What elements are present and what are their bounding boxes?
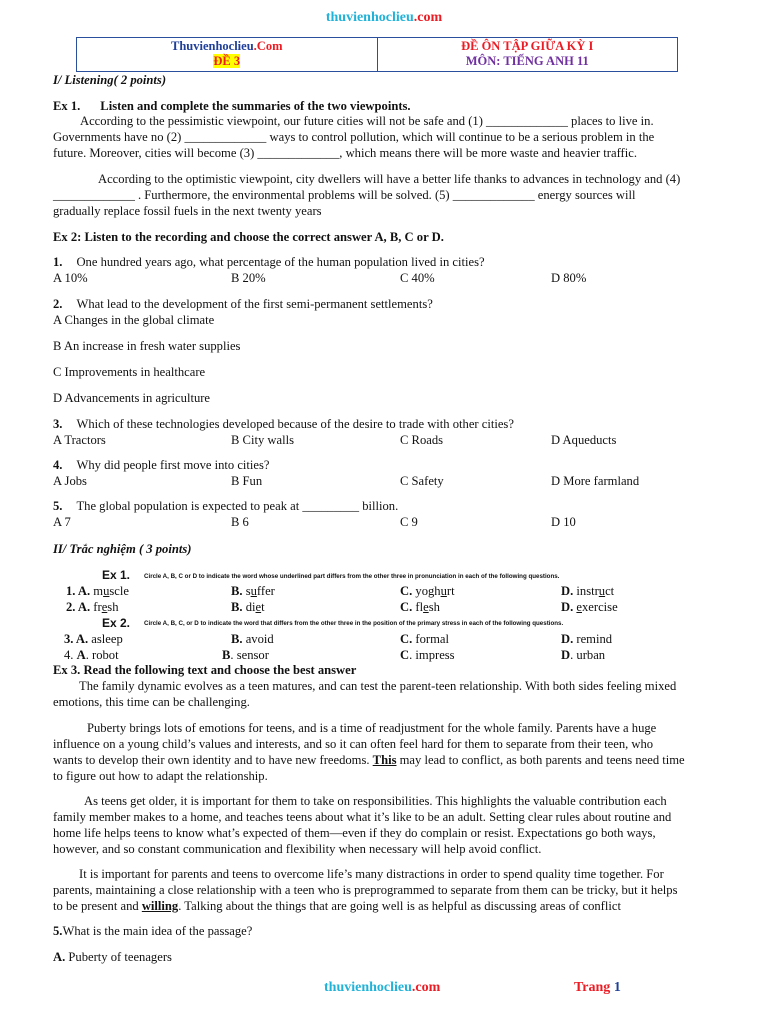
exam-number-badge: ĐỀ 3 bbox=[213, 54, 241, 68]
mc-ex1-instruction: Circle A, B, C or D to indicate the word whose underlined part differs from the other three in pronunciation in each of the following questions. bbox=[144, 573, 560, 580]
q5-number: 5. bbox=[53, 499, 63, 513]
q1-option-d[interactable]: D 80% bbox=[551, 271, 587, 285]
mc-q3-option-d[interactable]: D. remind bbox=[561, 632, 613, 646]
header-table bbox=[76, 37, 678, 72]
ex1-para1-line2: Governments have no (2) _____________ ways to control pollution, which will continue to be a serious problem in the bbox=[53, 130, 655, 144]
mc-q4-option-d[interactable]: D. urban bbox=[561, 648, 606, 662]
site-tld: .com bbox=[413, 10, 443, 25]
ex1-para2-line3: gradually replace fossil fuels in the next twenty years bbox=[53, 204, 322, 218]
listening-q2 bbox=[53, 296, 714, 312]
q1-text: One hundred years ago, what percentage of the human population lived in cities? bbox=[76, 255, 485, 269]
q4-option-a[interactable]: A Jobs bbox=[53, 474, 87, 488]
q1-number: 1. bbox=[53, 255, 63, 269]
mc-ex2-label: Ex 2. bbox=[102, 616, 131, 630]
q3-number: 3. bbox=[53, 417, 63, 431]
reading-p2-line1: Puberty brings lots of emotions for teens, and is a time of readjustment for the whole family. Parents have a huge bbox=[87, 721, 657, 735]
ex1-para2-line2: _____________ . Furthermore, the environmental problems will be solved. (5) _____________ energy sources will bbox=[53, 188, 636, 202]
mc-q4-option-a[interactable]: 4. A. robot bbox=[64, 648, 119, 662]
reading-p4-line2: parents, maintaining a close relationship with a teen who is preprogrammed to separate from them can be tricky, but it helps bbox=[53, 883, 678, 897]
q2-text: What lead to the development of the first semi-permanent settlements? bbox=[76, 297, 433, 311]
reading-p4-line3: to be present and willing. Talking about the things that are going well is as helpful as discussing areas of conflict bbox=[53, 899, 621, 913]
section-multiple-choice-heading: II/ Trắc nghiệm ( 3 points) bbox=[53, 542, 192, 556]
mc-q1-option-b[interactable]: B. suffer bbox=[231, 584, 275, 598]
q2-option-b[interactable]: B An increase in fresh water supplies bbox=[53, 339, 241, 353]
reading-p2-line2: influence on a young child’s values and interests, and so it can often feel hard for them to separate from their teen, who bbox=[53, 737, 654, 751]
mc-q3-option-c[interactable]: C. formal bbox=[400, 632, 449, 646]
mc-ex2-instruction: Circle A, B, C, or D to indicate the word that differs from the other three in the position of the primary stress in each of the following questions. bbox=[144, 620, 564, 627]
q5-text: The global population is expected to peak at _________ billion. bbox=[76, 499, 399, 513]
ex1-para1-line1: According to the pessimistic viewpoint, our future cities will not be safe and (1) _____________ places to live in. bbox=[80, 114, 654, 128]
mc-q3-option-a[interactable]: 3. A. asleep bbox=[64, 632, 123, 646]
reading-q5: 5.What is the main idea of the passage? bbox=[53, 924, 253, 938]
mc-q3-option-b[interactable]: B. avoid bbox=[231, 632, 274, 646]
listening-q3 bbox=[53, 416, 714, 432]
mc-q4-option-b[interactable]: B. sensor bbox=[222, 648, 269, 662]
reading-p3-line3: home life helps teens to know what’s expected of them—even if they do complain or resist. Expectations go both ways, bbox=[53, 826, 656, 840]
reading-p2-line4: to figure out how to adapt the relationship. bbox=[53, 769, 268, 783]
ex1-number: Ex 1. bbox=[53, 99, 81, 113]
listening-q5 bbox=[53, 498, 714, 514]
q4-option-d[interactable]: D More farmland bbox=[551, 474, 640, 488]
listening-ex2-heading: Ex 2: Listen to the recording and choose the correct answer A, B, C or D. bbox=[53, 230, 444, 244]
reading-p2-line3: wants to develop their own identity and to have new freedoms. This may lead to conflict, as both parents and teens need time bbox=[53, 753, 685, 767]
q3-option-d[interactable]: D Aqueducts bbox=[551, 433, 617, 447]
listening-q1 bbox=[53, 254, 714, 270]
ex1-title: Listen and complete the summaries of the two viewpoints. bbox=[100, 99, 411, 113]
ex1-para2-line1: According to the optimistic viewpoint, city dwellers will have a better life thanks to advances in technology and (4) bbox=[98, 172, 681, 186]
mc-q4-option-c[interactable]: C. impress bbox=[400, 648, 455, 662]
q5-option-d[interactable]: D 10 bbox=[551, 515, 576, 529]
listening-ex1-heading bbox=[53, 98, 714, 114]
footer-page-number: Trang 1 bbox=[574, 980, 621, 995]
reading-heading: Ex 3. Read the following text and choose the best answer bbox=[53, 663, 357, 677]
site-title bbox=[0, 10, 768, 26]
reading-p1-line1: The family dynamic evolves as a teen matures, and can test the parent-teen relationship. With both sides feeling mixed bbox=[79, 679, 677, 693]
header-brand-tld: .Com bbox=[253, 39, 283, 53]
q5-option-a[interactable]: A 7 bbox=[53, 515, 71, 529]
mc-ex1-label: Ex 1. bbox=[102, 568, 131, 582]
q5-option-b[interactable]: B 6 bbox=[231, 515, 249, 529]
mc-q2-option-d[interactable]: D. exercise bbox=[561, 600, 618, 614]
q4-number: 4. bbox=[53, 458, 63, 472]
mc-q1-option-c[interactable]: C. yoghurt bbox=[400, 584, 455, 598]
q1-option-b[interactable]: B 20% bbox=[231, 271, 266, 285]
exam-subject: MÔN: TIẾNG ANH 11 bbox=[465, 54, 589, 68]
reading-p3-line1: As teens get older, it is important for them to take on responsibilities. This highlights the valuable contribution each bbox=[84, 794, 667, 808]
q4-text: Why did people first move into cities? bbox=[76, 458, 270, 472]
reading-p1-line2: emotions, this time can be challenging. bbox=[53, 695, 250, 709]
q3-option-c[interactable]: C Roads bbox=[400, 433, 444, 447]
q4-option-c[interactable]: C Safety bbox=[400, 474, 444, 488]
reading-p3-line4: however, and so constant communication and flexibility when necessary will help avoid conflict. bbox=[53, 842, 542, 856]
site-brand: thuvienhoclieu bbox=[325, 10, 414, 25]
q2-number: 2. bbox=[53, 297, 63, 311]
mc-q2-option-b[interactable]: B. diet bbox=[231, 600, 265, 614]
header-right-cell bbox=[378, 38, 678, 71]
ex1-para1-line3: future. Moreover, cities will become (3) _____________, which means there will be more waste and heavier traffic. bbox=[53, 146, 637, 160]
header-brand: Thuvienhoclieu bbox=[171, 39, 254, 53]
q3-text: Which of these technologies developed because of the desire to trade with other cities? bbox=[76, 417, 514, 431]
reading-p4-line1: It is important for parents and teens to overcome life’s many distractions in order to spend quality time together. For bbox=[79, 867, 664, 881]
q3-option-b[interactable]: B City walls bbox=[231, 433, 294, 447]
q2-option-c[interactable]: C Improvements in healthcare bbox=[53, 365, 206, 379]
header-left-cell bbox=[77, 38, 378, 71]
q2-option-a[interactable]: A Changes in the global climate bbox=[53, 313, 215, 327]
footer-site: thuvienhoclieu.com bbox=[324, 980, 441, 995]
q2-option-d[interactable]: D Advancements in agriculture bbox=[53, 391, 211, 405]
reading-q5-option-a[interactable]: A. Puberty of teenagers bbox=[53, 950, 172, 964]
mc-q2-option-c[interactable]: C. flesh bbox=[400, 600, 440, 614]
q1-option-c[interactable]: C 40% bbox=[400, 271, 435, 285]
q1-option-a[interactable]: A 10% bbox=[53, 271, 88, 285]
mc-q2-option-a[interactable]: 2. A. fresh bbox=[66, 600, 119, 614]
mc-q1-option-d[interactable]: D. instruct bbox=[561, 584, 615, 598]
mc-q1-option-a[interactable]: 1. A. muscle bbox=[66, 584, 129, 598]
exam-title: ĐỀ ÔN TẬP GIỮA KỲ I bbox=[461, 39, 594, 53]
highlighted-word-this: This bbox=[372, 753, 397, 767]
q4-option-b[interactable]: B Fun bbox=[231, 474, 263, 488]
highlighted-word-willing: willing bbox=[141, 899, 179, 913]
q5-option-c[interactable]: C 9 bbox=[400, 515, 418, 529]
listening-q4 bbox=[53, 457, 714, 473]
q3-option-a[interactable]: A Tractors bbox=[53, 433, 106, 447]
section-listening-heading: I/ Listening( 2 points) bbox=[53, 73, 167, 87]
reading-p3-line2: family member makes to a home, and teaches teens about what it’s like to be an adult. Setting clear rules about routine and bbox=[53, 810, 672, 824]
